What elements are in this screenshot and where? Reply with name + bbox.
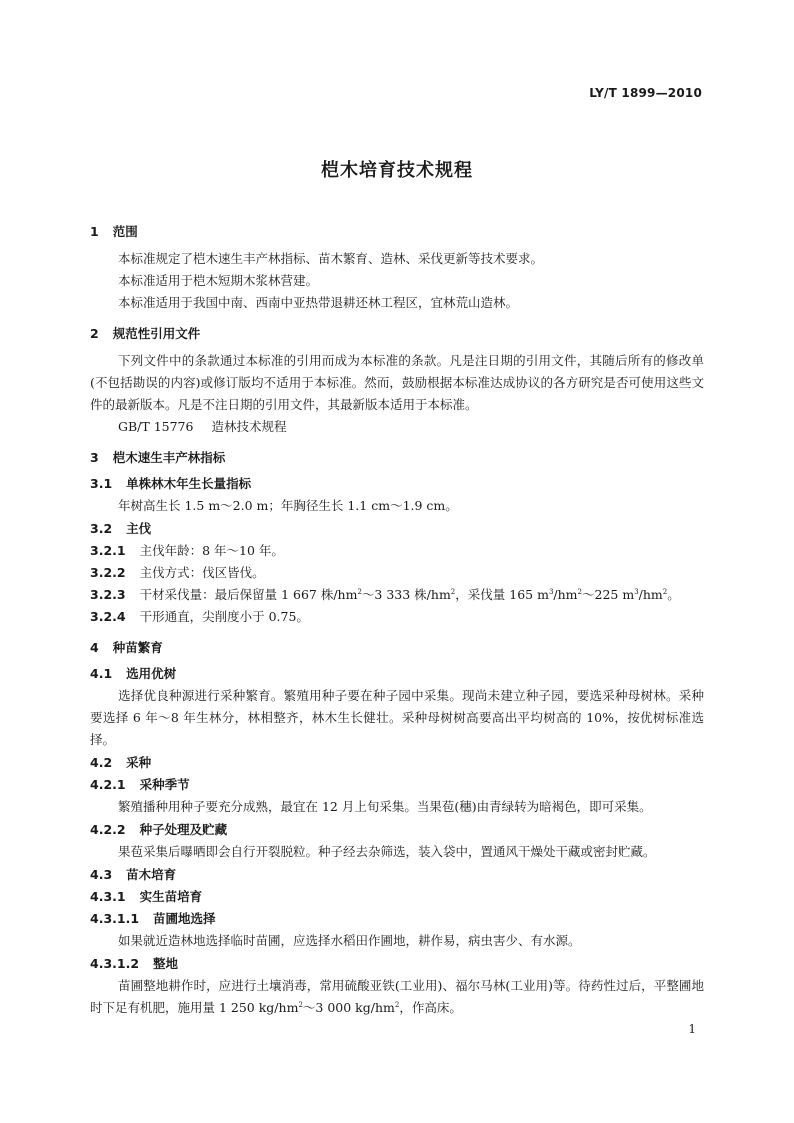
section-4-3-1-1-heading: 4.3.1.1 苗圃地选择 <box>90 911 216 926</box>
section-4-2-2-heading: 4.2.2 种子处理及贮藏 <box>90 822 228 837</box>
section-1-para-1: 本标准规定了桤木速生丰产林指标、苗木繁育、造林、采伐更新等技术要求。 <box>118 251 544 266</box>
section-3-2-1: 3.2.1 主伐年龄：8 年～10 年。 <box>90 543 284 558</box>
section-3-heading: 3 桤木速生丰产林指标 <box>90 450 226 465</box>
section-3-2-4: 3.2.4 干形通直，尖削度小于 0.75。 <box>90 609 309 624</box>
section-4-1-heading: 4.1 选用优树 <box>90 666 177 681</box>
section-4-2-1-heading: 4.2.1 采种季节 <box>90 777 190 792</box>
section-2-heading: 2 规范性引用文件 <box>90 326 201 341</box>
normative-reference: GB/T 15776 造林技术规程 <box>118 419 287 434</box>
section-4-2-2-text: 果苞采集后曝晒即会自行开裂脱粒。种子经去杂筛选，装入袋中，置通风干燥处干藏或密封贮藏。 <box>118 844 656 859</box>
section-2-para: 下列文件中的条款通过本标准的引用而成为本标准的条款。凡是注日期的引用文件，其随后所有的修改单(不包括勘误的内容)或修订版均不适用于本标准。然而，鼓励根据本标准达成协议的各方研究是否可使用这些文件的最新版本。凡是不注日期的引用文件，其最新版本适用于本标准。 <box>90 353 704 412</box>
section-4-heading: 4 种苗繁育 <box>90 640 163 655</box>
page-number: 1 <box>688 1022 696 1036</box>
section-3-1-text: 年树高生长 1.5 m～2.0 m；年胸径生长 1.1 cm～1.9 cm。 <box>118 498 458 513</box>
section-4-3-1-2-heading: 4.3.1.2 整地 <box>90 956 179 971</box>
section-4-2-heading: 4.2 采种 <box>90 755 152 770</box>
section-3-2-heading: 3.2 主伐 <box>90 521 152 536</box>
section-4-1-text: 选择优良种源进行采种繁育。繁殖用种子要在种子园中采集。现尚未建立种子园，要选采种母树林。采种要选择 6 年～8 年生林分，林相整齐，林木生长健壮。采种母树树高要高出平均树高的 10%，按优树标准选择。 <box>90 688 704 747</box>
document-body <box>90 222 704 1019</box>
section-4-3-1-heading: 4.3.1 实生苗培育 <box>90 889 203 904</box>
section-1-heading: 1 范围 <box>90 224 138 239</box>
section-1-para-2: 本标准适用于桤木短期木浆林营建。 <box>118 273 319 288</box>
section-4-3-1-1-text: 如果就近造林地选择临时苗圃，应选择水稻田作圃地，耕作易，病虫害少、有水源。 <box>118 933 581 948</box>
section-4-3-heading: 4.3 苗木培育 <box>90 867 177 882</box>
section-1-para-3: 本标准适用于我国中南、西南中亚热带退耕还林工程区，宜林荒山造林。 <box>118 295 519 310</box>
section-4-2-1-text: 繁殖播种用种子要充分成熟，最宜在 12 月上旬采集。当果苞(穗)由青绿转为暗褐色，即可采集。 <box>118 799 652 814</box>
standard-code: LY/T 1899—2010 <box>589 86 702 100</box>
section-3-2-2: 3.2.2 主伐方式：伐区皆伐。 <box>90 565 265 580</box>
section-3-2-3: 3.2.3 干材采伐量：最后保留量 1 667 株$/hm^2\sim 3$ 333 株$/hm^2$，采伐量 165 $m^3/hm^2\sim 225$ $m^3/hm^2$。 <box>90 587 680 602</box>
section-3-1-heading: 3.1 单株林木年生长量指标 <box>90 476 252 491</box>
document-title: 桤木培育技术规程 <box>321 160 473 181</box>
section-4-3-1-2-text: 苗圃整地耕作时，应进行土壤消毒，常用硫酸亚铁(工业用)、福尔马林(工业用)等。待药性过后，平整圃地时下足有机肥，施用量 1 250 $kg/hm^2\sim 3$ 000 $kg/hm^2$，作高床。 <box>90 978 704 1015</box>
